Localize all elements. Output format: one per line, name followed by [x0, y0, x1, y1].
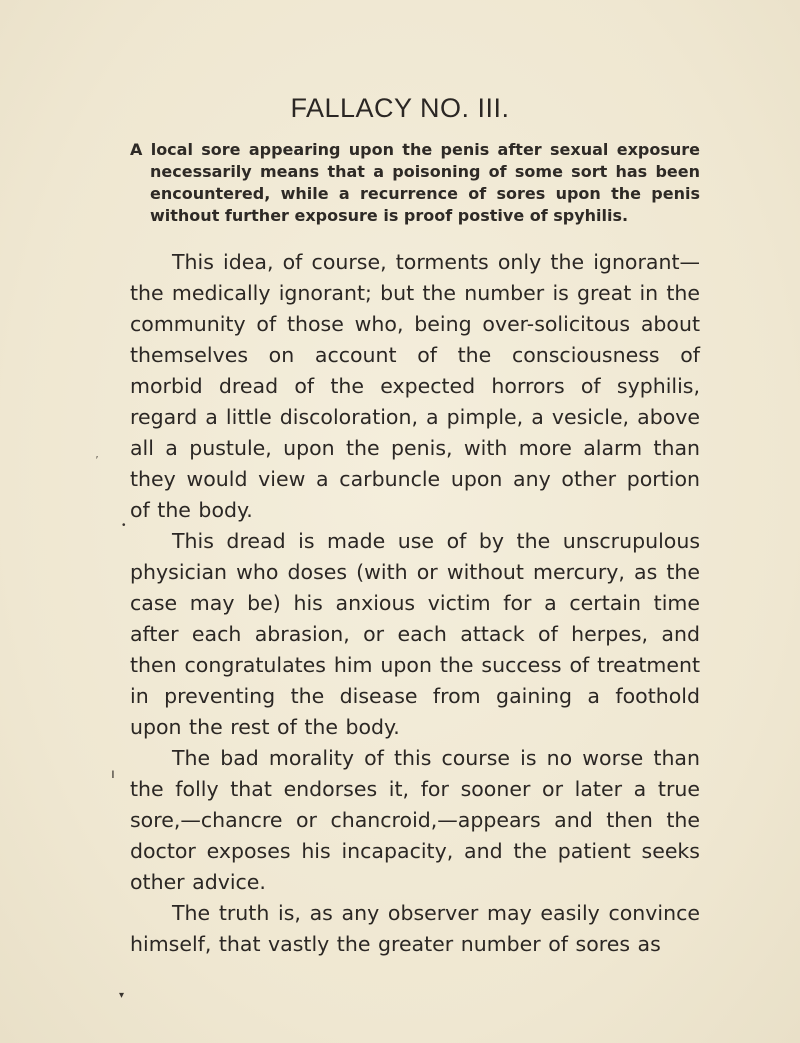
- stray-mark-4: ▾: [119, 990, 125, 1001]
- stray-mark-1: •: [122, 520, 126, 531]
- fallacy-statement: A local sore appearing upon the penis after sexual exposure necessarily means that a poisoning of some sort has been encountered, while a recurrence of sores upon the penis without further exposure is proof postive of spyhilis.: [130, 140, 700, 225]
- paragraph-1: This idea, of course, torments only the ignorant—the medically ignorant; but the number is great in the community of those who, being over-solicitous about themselves on account of the consciousness of morbid dread of the expected horrors of syphilis, regard a little discoloration, a pimple, a vesicle, above all a pustule, upon the penis, with more alarm than they would view a carbuncle upon any other portion of the body.: [130, 250, 700, 522]
- page-heading: FALLACY NO. III.: [290, 93, 510, 123]
- stray-mark-2: ′: [96, 455, 98, 466]
- paragraph-4: The truth is, as any observer may easily convince himself, that vastly the greater number of sores as: [130, 901, 700, 956]
- paragraph-2: This dread is made use of by the unscrupulous physician who doses (with or without mercury, as the case may be) his anxious victim for a certain time after each abrasion, or each attack of herpes, and then congratulates him upon the success of treatment in preventing the disease from gaining a foothold upon the rest of the body.: [130, 529, 700, 739]
- paragraph-3: The bad morality of this course is no worse than the folly that endorses it, for sooner or later a true sore,—chancre or chancroid,—appears and then the doctor exposes his incapacity, and the patient seeks other advice.: [130, 746, 700, 894]
- stray-mark-3: ı: [111, 765, 115, 781]
- body-text: [130, 247, 700, 960]
